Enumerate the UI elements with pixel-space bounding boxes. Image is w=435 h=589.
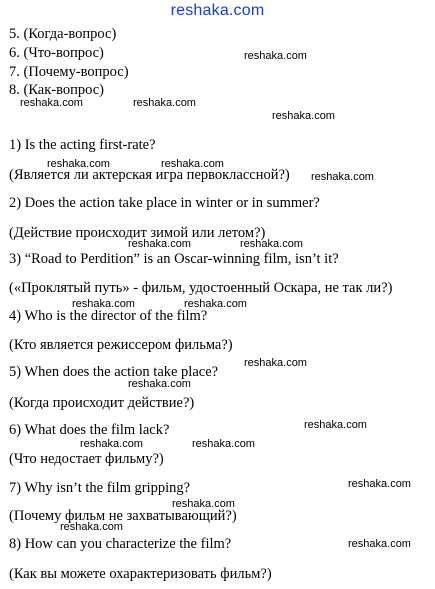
question-5-ru: (Когда происходит действие?) [9, 395, 195, 411]
question-4-ru: (Кто является режиссером фильма?) [9, 337, 233, 353]
watermark: reshaka.com [244, 50, 307, 62]
question-type-6: 6. (Что-вопрос) [9, 45, 104, 61]
watermark: reshaka.com [133, 97, 196, 109]
watermark: reshaka.com [80, 438, 143, 450]
watermark: reshaka.com [20, 97, 83, 109]
question-type-5: 5. (Когда-вопрос) [9, 26, 117, 42]
watermark: reshaka.com [60, 521, 123, 533]
question-5-en: 5) When does the action take place? [9, 364, 219, 380]
question-6-ru: (Что недостает фильму?) [9, 451, 164, 467]
watermark: reshaka.com [244, 357, 307, 369]
watermark: reshaka.com [184, 298, 247, 310]
question-type-8: 8. (Как-вопрос) [9, 82, 105, 98]
watermark: reshaka.com [128, 378, 191, 390]
watermark: reshaka.com [240, 238, 303, 250]
question-4-en: 4) Who is the director of the film? [9, 308, 208, 324]
watermark: reshaka.com [304, 419, 367, 431]
question-8-en: 8) How can you characterize the film? [9, 536, 232, 552]
question-3-en: 3) “Road to Perdition” is an Oscar-winning film, isn’t it? [9, 251, 339, 267]
watermark: reshaka.com [161, 158, 224, 170]
watermark: reshaka.com [47, 158, 110, 170]
watermark: reshaka.com [348, 478, 411, 490]
watermark: reshaka.com [128, 238, 191, 250]
watermark: reshaka.com [72, 298, 135, 310]
question-7-ru: (Почему фильм не захватывающий?) [9, 508, 237, 524]
question-1-en: 1) Is the acting first-rate? [9, 137, 156, 153]
watermark: reshaka.com [348, 538, 411, 550]
watermark: reshaka.com [172, 498, 235, 510]
watermark: reshaka.com [272, 110, 335, 122]
question-2-en: 2) Does the action take place in winter or in summer? [9, 195, 320, 211]
watermark: reshaka.com [311, 171, 374, 183]
question-6-en: 6) What does the film lack? [9, 422, 170, 438]
question-type-7: 7. (Почему-вопрос) [9, 64, 129, 80]
site-header-watermark: reshaka.com [170, 2, 265, 19]
question-1-ru: (Является ли актерская игра первоклассной?) [9, 167, 290, 183]
question-2-ru: (Действие происходит зимой или летом?) [9, 225, 266, 241]
question-8-ru: (Как вы можете охарактеризовать фильм?) [9, 566, 272, 582]
question-7-en: 7) Why isn’t the film gripping? [9, 480, 191, 496]
question-3-ru: («Проклятый путь» - фильм, удостоенный Оскара, не так ли?) [9, 280, 393, 296]
watermark: reshaka.com [192, 438, 255, 450]
